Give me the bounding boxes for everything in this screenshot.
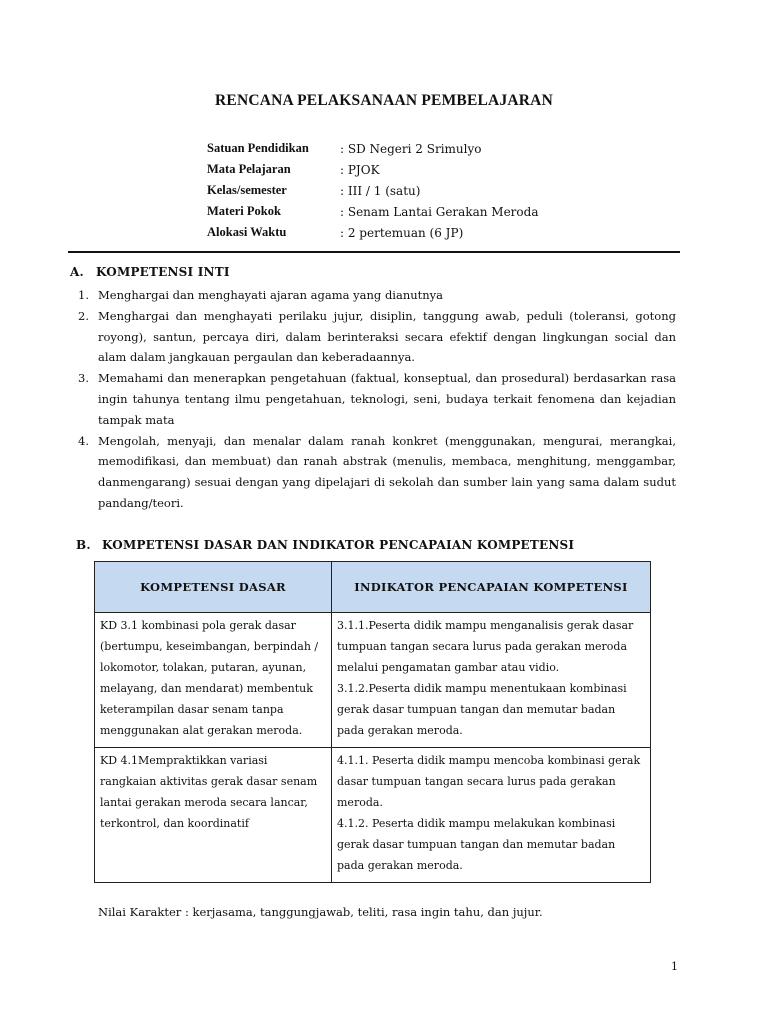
competency-table [94, 561, 651, 883]
table-cell-kd: KD 3.1 kombinasi pola gerak dasar (bertumpu, keseimbangan, berpindah / lokomotor, tolakan, putaran, ayunan, melayang, dan mendarat) membentuk keterampilan dasar senam tanpa menggunakan alat gerakan meroda. [95, 613, 332, 748]
section-letter: A. [70, 265, 84, 279]
list-text: Menghargai dan menghayati perilaku jujur, disiplin, tanggung awab, peduli (toleransi, gotong royong), santun, percaya diri, dalam berinteraksi secara efektif dengan lingkungan social dan alam dalam jangkauan pergaulan dan keberadaannya. [98, 308, 676, 365]
section-b-heading [76, 538, 574, 552]
list-text: Memahami dan menerapkan pengetahuan (faktual, konseptual, dan prosedural) berdasarkan rasa ingin tahunya tentang ilmu pengetahuan, teknologi, seni, budaya terkait fenomena dan kejadian tampak mata [98, 371, 676, 427]
list-item [78, 285, 678, 306]
table-row [95, 748, 651, 883]
identity-value: : Senam Lantai Gerakan Meroda [340, 204, 539, 219]
list-text: Mengolah, menyaji, dan menalar dalam ranah konkret (menggunakan, mengurai, merangkai, memodifikasi, dan membuat) dan ranah abstrak (menulis, membaca, menghitung, menggambar, danmengarang) sesuai dengan yang dipelajari di sekolah dan sumber lain yang sama dalam sudut pandang/teori. [98, 433, 676, 510]
identity-value: : III / 1 (satu) [340, 183, 421, 198]
identity-label: Kelas/semester [207, 183, 287, 197]
list-number: 2. [78, 308, 89, 323]
section-title: KOMPETENSI DASAR DAN INDIKATOR PENCAPAIAN KOMPETENSI [102, 538, 575, 552]
identity-block [207, 138, 538, 243]
identity-row-subject [207, 159, 538, 180]
document-title: RENCANA PELAKSANAAN PEMBELAJARAN [215, 92, 553, 109]
kompetensi-inti-list [78, 285, 678, 514]
table-header-indicator: INDIKATOR PENCAPAIAN KOMPETENSI [332, 562, 651, 613]
identity-value: : 2 pertemuan (6 JP) [340, 225, 464, 240]
table-cell-indicators [332, 613, 651, 748]
list-number: 3. [78, 371, 89, 386]
list-item [78, 431, 678, 514]
identity-label: Alokasi Waktu [207, 225, 287, 239]
table-header-kd: KOMPETENSI DASAR [95, 562, 332, 613]
identity-row-school [207, 138, 538, 159]
identity-value: : PJOK [340, 162, 380, 177]
indicator-text: 4.1.1. Peserta didik mampu mencoba kombinasi gerak dasar tumpuan tangan secara lurus pada gerakan meroda. [337, 754, 641, 809]
indicator-text: 3.1.2.Peserta didik mampu menentukaan kombinasi gerak dasar tumpuan tangan dan memutar badan pada gerakan meroda. [337, 682, 627, 737]
identity-label: Satuan Pendidikan [207, 141, 309, 155]
list-text: Menghargai dan menghayati ajaran agama yang dianutnya [98, 288, 444, 302]
page-number: 1 [671, 960, 678, 973]
section-letter: B. [76, 538, 91, 552]
table-header-row [95, 562, 651, 613]
list-number: 1. [78, 288, 89, 302]
indicator-text: 4.1.2. Peserta didik mampu melakukan kombinasi gerak dasar tumpuan tangan dan memutar badan pada gerakan meroda. [337, 817, 616, 872]
list-item [78, 368, 678, 430]
table-row [95, 613, 651, 748]
list-number: 4. [78, 433, 89, 448]
identity-label: Mata Pelajaran [207, 162, 291, 176]
identity-label: Materi Pokok [207, 204, 281, 218]
header-divider [68, 251, 680, 253]
section-a-heading [70, 265, 230, 279]
nilai-karakter: Nilai Karakter : kerjasama, tanggungjawab, teliti, rasa ingin tahu, dan jujur. [98, 905, 543, 919]
identity-value: : SD Negeri 2 Srimulyo [340, 141, 482, 156]
identity-row-time [207, 222, 538, 243]
indicator-text: 3.1.1.Peserta didik mampu menganalisis gerak dasar tumpuan tangan secara lurus pada gerakan meroda melalui pengamatan gambar atau vidio. [337, 619, 634, 674]
table-cell-indicators [332, 748, 651, 883]
identity-row-topic [207, 201, 538, 222]
table-cell-kd: KD 4.1Mempraktikkan variasi rangkaian aktivitas gerak dasar senam lantai gerakan meroda secara lancar, terkontrol, dan koordinatif [95, 748, 332, 883]
list-item [78, 306, 678, 368]
identity-row-class [207, 180, 538, 201]
section-title: KOMPETENSI INTI [96, 265, 230, 279]
